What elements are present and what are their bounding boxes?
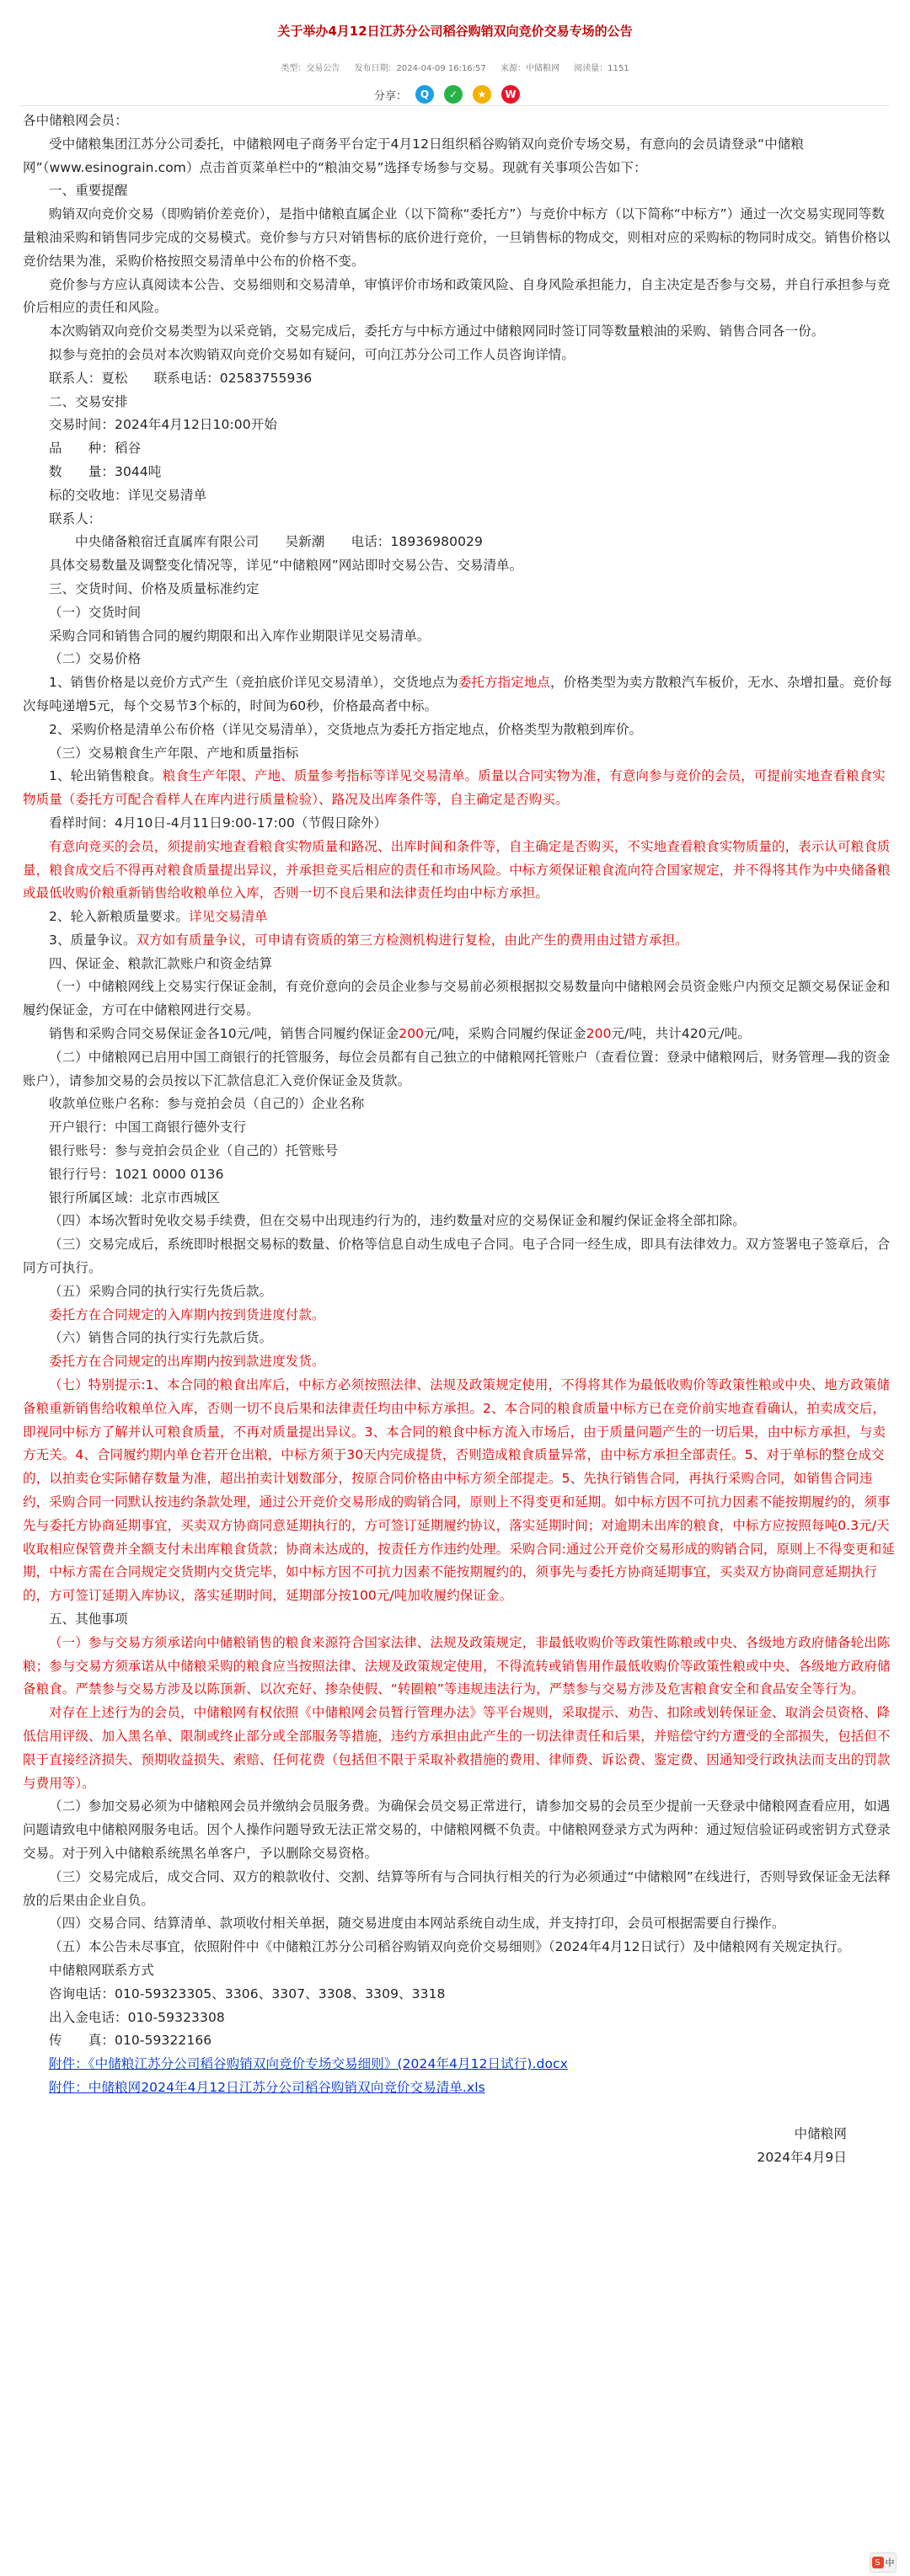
wechat-icon[interactable]: ✓ [444, 85, 463, 104]
paragraph: 看样时间：4月10日-4月11日9:00-17:00（节假日除外） [49, 815, 388, 831]
paragraph: （七）特别提示:1、本合同的粮食出库后，中标方必须按照法律、法规及政策规定使用，不得将其作为最低收购价等政策性粮或中央、地方政策储备粮重新销售给收粮单位入库，否则一切不良后果和法律责任均由中标方承担。2、本合同的粮食质量中标方已在竞价前实地查看确认，拍卖成交后，即视同中标方了解并认可粮食质量，不再对质量提出异议。3、本合同的粮食中标方流入市场后，由于质量问题产生的一切后果，由中标方承担，与卖方无关。4、合同履约期内单仓若开仓出粮，中标方须于30天内完成提货，否则造成粮食质量异常，由中标方承担全部责任。5、对于单标的整仓成交的，以拍卖仓实际储存数量为准，超出拍卖计划数部分，按原合同价格由中标方须全部提走。5、先执行销售合同，再执行采购合同，如销售合同违约，采购合同一同默认按违约条款处理，通过公开竞价交易形成的购销合同，原则上不得变更和延期。如中标方因不可抗力因素不能按期履约的，须事先与委托方协商延期事宜，买卖双方协商同意延期执行的，方可签订延期履约协议，落实延期时间；对逾期未出库的粮食，中标方应按照每吨0.3元/天收取相应保管费并全额支付未出库粮食货款；协商未达成的，按责任方作违约处理。采购合同:通过公开竞价交易形成的购销合同，原则上不得变更和延期，中标方需在合同规定交货期内交货完毕，如中标方因不可抗力因素不能按期履约的，须事先与委托方协商延期事宜，买卖双方协商同意延期执行的，方可签订延期入库协议，落实延期时间，延期部分按100元/吨加收履约保证金。 [23, 1377, 895, 1604]
paragraph: 2、轮入新粮质量要求。详见交易清单 [49, 909, 268, 925]
paragraph: 标的交收地：详见交易清单 [49, 487, 207, 503]
paragraph: 收款单位账户名称：参与竞拍会员（自己的）企业名称 [49, 1096, 365, 1112]
paragraph: 交易时间：2024年4月12日10:00开始 [49, 417, 277, 433]
meta-views: 阅读量：1151 [574, 64, 629, 73]
paragraph: （二）参加交易必须为中储粮网会员并缴纳会员服务费。为确保会员交易正常进行，请参加交易的会员至少提前一天登录中储粮网查看应用，如遇问题请致电中储粮网服务电话。因个人操作问题导致无法正常交易的，中储粮网概不负责。中储粮网登录方式为两种：通过短信验证码或密钥方式登录交易。对于列入中储粮系统黑名单客户，予以删除交易资格。 [23, 1798, 891, 1861]
paragraph: 委托方在合同规定的入库期内按到货进度付款。 [49, 1307, 325, 1323]
floating-widget-label: 中 [885, 2557, 895, 2568]
paragraph: 2024年4月9日 [757, 2149, 847, 2165]
paragraph: 有意向竞买的会员，须提前实地查看粮食实物质量和路况、出库时间和条件等，自主确定是否购买，不实地查看粮食实物质量的，表示认可粮食质量，粮食成交后不得再对粮食质量提出异议，并承担竞买后相应的责任和市场风险。中标方须保证粮食流向符合国家规定，并不得将其作为中央储备粮或最低收购价粮重新销售给收粮单位入库，否则一切不良后果和法律责任均由中标方承担。 [23, 838, 891, 901]
attachment-link-text[interactable]: 附件：《中储粮江苏分公司稻谷购销双向竞价专场交易细则》(2024年4月12日试行).docx [49, 2056, 568, 2072]
share-bar [374, 84, 530, 104]
paragraph: 3、质量争议。双方如有质量争议，可申请有资质的第三方检测机构进行复检，由此产生的费用由过错方承担。 [49, 932, 688, 948]
paragraph: 购销双向竞价交易（即购销价差竞价），是指中储粮直属企业（以下简称“委托方”）与竞价中标方（以下简称“中标方”）通过一次交易实现同等数量粮油采购和销售同步完成的交易模式。竞价参与方只对销售标的底价进行竞价，一旦销售标的物成交，则相对应的采购标的物同时成交。销售价格以竞价结果为准，采购价格按照交易清单中公布的价格不变。 [23, 206, 891, 269]
paragraph: 银行行号：1021 0000 0136 [49, 1166, 224, 1182]
paragraph: 拟参与竞拍的会员对本次购销双向竞价交易如有疑问，可向江苏分公司工作人员咨询详情。 [49, 346, 575, 362]
paragraph: 对存在上述行为的会员，中储粮网有权依照《中储粮网会员暂行管理办法》等平台规则，采取提示、劝告、扣除或划转保证金、取消会员资格、降低信用评级、加入黑名单、限制或终止部分或全部服务等措施，违约方承担由此产生的一切法律责任和后果，并赔偿守约方遭受的全部损失，包括但不限于直接经济损失、预期收益损失、索赔、任何花费（包括但不限于采取补救措施的费用、律师费、诉讼费、鉴定费、因通知受行政执法而支出的罚款与费用等）。 [23, 1705, 891, 1791]
meta-source: 来源：中储粮网 [500, 64, 559, 73]
paragraph: 竞价参与方应认真阅读本公告、交易细则和交易清单，审慎评价市场和政策风险、自身风险承担能力，自主决定是否参与交易，并自行承担参与竞价后相应的责任和风险。 [23, 276, 891, 316]
paragraph: 三、交货时间、价格及质量标准约定 [49, 580, 260, 596]
attachment-link[interactable] [23, 2076, 896, 2100]
paragraph: 具体交易数量及调整变化情况等，详见“中储粮网”网站即时交易公告、交易清单。 [49, 558, 523, 574]
paragraph: 数 量：3044吨 [49, 463, 162, 479]
floating-widget-button[interactable] [870, 2552, 897, 2573]
article-meta [0, 61, 910, 72]
share-label: 分享： [374, 89, 408, 103]
page-title: 关于举办4月12日江苏分公司稻谷购销双向竞价交易专场的公告 [277, 24, 633, 39]
paragraph: 中储粮网 [794, 2125, 847, 2141]
paragraph: 品 种：稻谷 [49, 441, 142, 457]
weibo-icon[interactable]: W [501, 85, 520, 104]
paragraph: （一）交货时间 [49, 604, 142, 620]
paragraph: （二）交易价格 [49, 651, 142, 667]
paragraph: （五）本公告未尽事宜，依照附件中《中储粮江苏分公司稻谷购销双向竞价交易细则》（2024年4月12日试行）及中储粮网有关规定执行。 [49, 1939, 851, 1955]
attachment-link-text[interactable]: 附件：中储粮网2024年4月12日江苏分公司稻谷购销双向竞价交易清单.xls [49, 2079, 485, 2095]
sogou-icon: S [872, 2557, 884, 2568]
paragraph: 受中储粮集团江苏分公司委托，中储粮网电子商务平台定于4月12日组织稻谷购销双向竞价专场交易，有意向的会员请登录“中储粮网”（www.esinograin.com）点击首页菜单栏中的“粮油交易”选择专场参与交易。现就有关事项公告如下： [23, 136, 805, 175]
article-body [23, 110, 896, 2169]
paragraph: 委托方在合同规定的出库期内按到款进度发货。 [49, 1354, 325, 1370]
paragraph: 四、保证金、粮款汇款账户和资金结算 [49, 955, 273, 971]
paragraph: （四）本场次暂时免收交易手续费，但在交易中出现违约行为的，违约数量对应的交易保证金和履约保证金将全部扣除。 [49, 1213, 746, 1229]
qzone-icon[interactable]: ★ [473, 85, 491, 104]
paragraph: 本次购销双向竞价交易类型为以采竞销，交易完成后，委托方与中标方通过中储粮网同时签订同等数量粮油的采购、销售合同各一份。 [49, 323, 825, 339]
paragraph: 出入金电话：010-59323308 [49, 2009, 225, 2025]
paragraph: （三）交易完成后，成交合同、双方的粮款收付、交割、结算等所有与合同执行相关的行为必须通过“中储粮网”在线进行，否则导致保证金无法释放的后果由企业自负。 [23, 1868, 891, 1908]
paragraph: 二、交易安排 [49, 393, 128, 409]
paragraph: （二）中储粮网已启用中国工商银行的托管服务，每位会员都有自己独立的中储粮网托管账户（查看位置：登录中储粮网后，财务管理—我的资金账户），请参加交易的会员按以下汇款信息汇入竞价保证金及货款。 [23, 1049, 891, 1088]
paragraph: 传 真：010-59322166 [49, 2033, 212, 2049]
paragraph: （三）交易粮食生产年限、产地和质量指标 [49, 745, 299, 761]
paragraph: 中央储备粮宿迁直属库有限公司 吴新潮 电话：18936980029 [75, 534, 483, 550]
paragraph: 销售和采购合同交易保证金各10元/吨，销售合同履约保证金200元/吨，采购合同履约保证金200元/吨，共计420元/吨。 [49, 1026, 751, 1042]
paragraph: 2、采购价格是清单公布价格（详见交易清单），交货地点为委托方指定地点，价格类型为散粮到库价。 [49, 721, 643, 737]
paragraph: 中储粮网联系方式 [49, 1962, 154, 1978]
paragraph: （六）销售合同的执行实行先款后货。 [49, 1330, 273, 1346]
paragraph: 咨询电话：010-59323305、3306、3307、3308、3309、3318 [49, 1985, 446, 2001]
paragraph: 开户银行：中国工商银行德外支行 [49, 1120, 247, 1136]
paragraph: 一、重要提醒 [49, 183, 128, 199]
meta-category: 类型：交易公告 [281, 64, 340, 73]
divider [20, 105, 890, 106]
attachment-link[interactable] [23, 2053, 896, 2076]
paragraph: 各中储粮网会员： [23, 113, 128, 128]
paragraph: （一）中储粮网线上交易实行保证金制，有竞价意向的会员企业参与交易前必须根据拟交易数量向中储粮网会员资金账户内预交足额交易保证金和履约保证金，方可在中储粮网进行交易。 [23, 979, 891, 1018]
paragraph: 采购合同和销售合同的履约期限和出入库作业期限详见交易清单。 [49, 628, 431, 644]
meta-date: 发布日期：2024-04-09 16:16:57 [354, 64, 486, 73]
paragraph: （三）交易完成后，系统即时根据交易标的数量、价格等信息自动生成电子合同。电子合同一经生成，即具有法律效力。双方签署电子签章后，合同方可执行。 [23, 1237, 891, 1276]
paragraph: 联系人：夏松 联系电话：02583755936 [49, 370, 313, 386]
paragraph: 银行所属区域：北京市西城区 [49, 1189, 220, 1205]
paragraph: 银行账号：参与竞拍会员企业（自己的）托管账号 [49, 1143, 339, 1159]
paragraph: （五）采购合同的执行实行先货后款。 [49, 1283, 273, 1299]
paragraph: 1、销售价格是以竞价方式产生（竞拍底价详见交易清单），交货地点为委托方指定地点，价格类型为卖方散粮汽车板价，无水、杂增扣量。竞价每次每吨递增5元，每个交易节3个标的，时间为60秒，价格最高者中标。 [23, 675, 892, 713]
paragraph: 五、其他事项 [49, 1611, 128, 1627]
qq-icon[interactable]: Q [415, 85, 434, 104]
paragraph: （一）参与交易方须承诺向中储粮销售的粮食来源符合国家法律、法规及政策规定，非最低收购价等政策性陈粮或中央、各级地方政府储备轮出陈粮；参与交易方须承诺从中储粮采购的粮食应当按照法律、法规及政策规定使用，不得流转或销售用作最低收购价等政策性粮或中央、各级地方政府储备粮食。严禁参与交易方涉及以陈顶新、以次充好、掺杂使假、“转圈粮”等违规违法行为，严禁参与交易方涉及危害粮食安全和食品安全等行为。 [23, 1634, 891, 1697]
paragraph: 1、轮出销售粮食。粮食生产年限、产地、质量参考指标等详见交易清单。质量以合同实物为准，有意向参与竞价的会员，可提前实地查看粮食实物质量（委托方可配合看样人在库内进行质量检验）、路况及出库条件等，自主确定是否购买。 [23, 768, 886, 808]
paragraph: （四）交易合同、结算清单、款项收付相关单据，随交易进度由本网站系统自动生成，并支持打印，会员可根据需要自行操作。 [49, 1916, 785, 1932]
paragraph: 联系人： [49, 510, 102, 526]
